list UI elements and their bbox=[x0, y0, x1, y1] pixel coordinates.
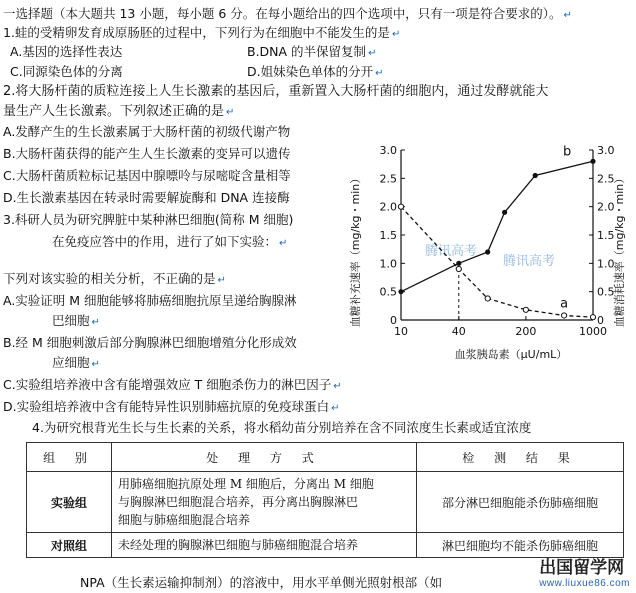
y-tick-label: 0 bbox=[390, 314, 397, 327]
q2-stem-line1: 2.将大肠杆菌的质粒连接上人生长激素的基因后，重新置入大肠杆菌的细胞内，通过发酵就能大 bbox=[3, 84, 549, 99]
cell-method: 未经处理的胸腺淋巴细胞与肺癌细胞混合培养 bbox=[112, 533, 417, 558]
header-result: 检 测 结 果 bbox=[417, 443, 624, 472]
series-b-point bbox=[590, 159, 595, 164]
series-b-point bbox=[533, 173, 538, 178]
series-a-point bbox=[562, 313, 567, 318]
series-b-line bbox=[401, 161, 593, 291]
y-tick-label-right: 1.0 bbox=[597, 257, 615, 271]
y-tick-label-right: 0 bbox=[597, 314, 604, 327]
x-tick-label: 1000 bbox=[579, 325, 607, 338]
q3-option-c: C.实验组培养液中含有能增强效应 T 细胞杀伤力的淋巴因子 ↵ bbox=[3, 377, 342, 392]
q4-tail: NPA（生长素运输抑制剂）的溶液中，用水平单侧光照射根部（如 bbox=[80, 575, 443, 590]
y-tick-label-right: 2.5 bbox=[597, 172, 615, 186]
cell-method: 用肺癌细胞抗原处理 M 细胞后，分离出 M 细胞 与胸腺淋巴细胞混合培养，再分离出胸腺淋巴 细胞与肺癌细胞混合培养 bbox=[112, 472, 417, 533]
y-tick-label-right: 1.5 bbox=[597, 229, 615, 242]
q3-option-a-cont: 巴细胞 ↵ bbox=[52, 313, 100, 328]
experiment-table bbox=[26, 442, 624, 558]
watermark-text: 出国留学网 bbox=[539, 558, 625, 577]
y-tick-label: 0.5 bbox=[379, 285, 397, 299]
q3-option-b-cont: 应细胞 ↵ bbox=[52, 355, 100, 370]
series-a-point bbox=[590, 315, 595, 320]
q1-option-d: D.姐妹染色单体的分开 ↵ bbox=[247, 64, 384, 79]
x-tick-label: 40 bbox=[451, 325, 466, 338]
y-axis-right-label: 血糖消耗速率（mg/kg・min） bbox=[613, 172, 626, 328]
y-tick-label: 2.0 bbox=[379, 200, 397, 214]
watermark-url: www.liuxue86.com bbox=[539, 578, 630, 589]
q3-option-b: B.经 M 细胞刺激后部分胸腺淋巴细胞增殖分化形成效 bbox=[3, 335, 297, 350]
q4-stem: 4.为研究根背光生长与生长素的关系，将水稻幼苗分别培养在含不同浓度生长素或适宜浓度 bbox=[32, 420, 532, 435]
q1-stem: 1.蛙的受精卵发育成原肠胚的过程中，下列行为在细胞中不能发生的是 ↵ bbox=[3, 25, 401, 40]
header-group: 组 别 bbox=[27, 443, 112, 472]
series-a-label: a bbox=[560, 296, 569, 312]
header-method: 处 理 方 式 bbox=[112, 443, 417, 472]
q2-option-a: A.发酵产生的生长激素属于大肠杆菌的初级代谢产物 bbox=[3, 124, 291, 139]
cell-result: 淋巴细胞均不能杀伤肺癌细胞 bbox=[417, 533, 624, 558]
table-row-control bbox=[27, 533, 624, 558]
cell-group: 对照组 bbox=[27, 533, 112, 558]
q2-stem-line2: 量生产人生长激素。下列叙述正确的是 ↵ bbox=[3, 104, 235, 119]
q2-option-d: D.生长激素基因在转录时需要解旋酶和 DNA 连接酶 bbox=[3, 190, 290, 205]
cell-result: 部分淋巴细胞能杀伤肺癌细胞 bbox=[417, 472, 624, 533]
series-b-point bbox=[456, 261, 461, 266]
series-a-point bbox=[456, 266, 461, 271]
table-row-experiment bbox=[27, 472, 624, 533]
y-tick-label: 1.0 bbox=[379, 257, 397, 271]
series-a-point bbox=[485, 296, 490, 301]
q2-option-c: C.大肠杆菌质粒标记基因中腺嘌呤与尿嘧啶含量相等 bbox=[3, 168, 291, 183]
y-tick-label-right: 0.5 bbox=[597, 285, 615, 299]
insulin-glucose-chart bbox=[343, 140, 633, 365]
y-tick-label-right: 3.0 bbox=[597, 144, 615, 157]
y-tick-label: 2.5 bbox=[379, 172, 397, 186]
site-watermark bbox=[539, 553, 630, 589]
y-tick-label: 1.5 bbox=[379, 229, 397, 242]
q3-ask: 下列对该实验的相关分析，不正确的是 ↵ bbox=[3, 271, 226, 286]
x-tick-label: 200 bbox=[515, 325, 537, 338]
chart-watermark-left: 腾讯高考 bbox=[425, 244, 478, 259]
x-tick-label: 10 bbox=[394, 325, 408, 338]
y-axis-left-label: 血糖补充速率（mg/kg・min） bbox=[349, 172, 362, 328]
section-header: 一选择题（本大题共 13 小题，每小题 6 分。在每小题给出的四个选项中，只有一项是符合要求的）。 ↵ bbox=[3, 6, 572, 21]
series-b-point bbox=[502, 210, 507, 215]
series-b-point bbox=[398, 289, 403, 294]
q3-option-a: A.实验证明 M 细胞能够将肺癌细胞抗原呈递给胸腺淋 bbox=[3, 293, 297, 308]
series-b-point bbox=[485, 249, 490, 254]
series-a-point bbox=[398, 204, 403, 209]
q2-option-b: B.大肠杆菌获得的能产生人生长激素的变异可以遗传 bbox=[3, 146, 291, 161]
y-tick-label: 3.0 bbox=[379, 144, 397, 157]
q3-option-d: D.实验组培养液中含有能特异性识别肺癌抗原的免疫球蛋白 ↵ bbox=[3, 399, 340, 414]
cell-group: 实验组 bbox=[27, 472, 112, 533]
q3-stem-line1: 3.科研人员为研究脾脏中某种淋巴细胞(简称 M 细胞) bbox=[3, 212, 294, 227]
series-a-point bbox=[523, 307, 528, 312]
q3-stem-line2: 在免疫应答中的作用，进行了如下实验： ↵ bbox=[52, 234, 288, 249]
q1-option-a: A.基因的选择性表达 bbox=[10, 44, 123, 59]
q1-option-b: B.DNA 的半保留复制 ↵ bbox=[247, 44, 377, 59]
table-header-row bbox=[27, 443, 624, 472]
y-tick-label-right: 2.0 bbox=[597, 200, 615, 214]
x-axis-label: 血浆胰岛素（μU/mL） bbox=[454, 348, 568, 361]
series-b-label: b bbox=[563, 144, 572, 160]
chart-watermark-right: 腾讯高考 bbox=[503, 254, 556, 269]
q1-option-c: C.同源染色体的分离 bbox=[10, 64, 123, 79]
